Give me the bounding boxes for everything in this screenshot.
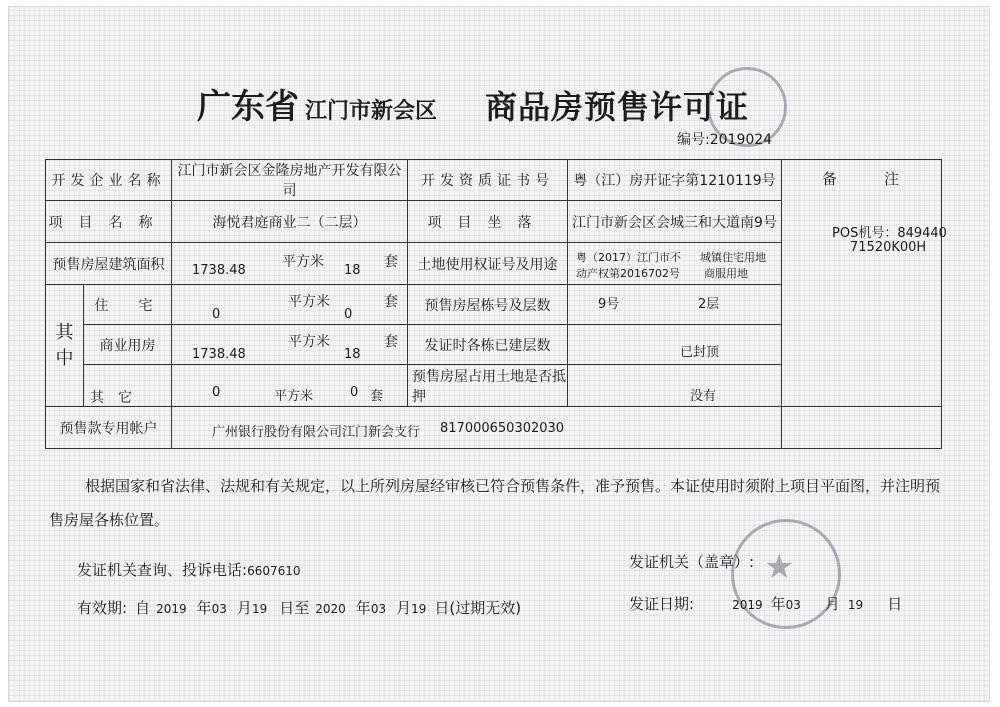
- title-city: 江门市新会区: [305, 98, 438, 124]
- permit-table: [45, 159, 947, 449]
- residential-label: 住 宅: [84, 285, 172, 325]
- account-number: 817000650302030: [440, 421, 565, 436]
- mortgage-value: 没有: [690, 389, 717, 404]
- presale-area-value: 1738.48: [192, 263, 246, 278]
- land-cert-value-1: 粤（2017）江门市不: [576, 251, 681, 264]
- account-label: 预售款专用帐户: [46, 407, 172, 449]
- validity-line: [77, 597, 521, 618]
- commercial-area-unit: 平方米: [288, 334, 330, 350]
- commercial-sets-unit: 套: [384, 334, 398, 350]
- project-value: 海悦君庭商业二（二层）: [172, 201, 408, 243]
- land-cert-value-2: 动产权第2016702号: [576, 267, 680, 280]
- title-province: 广东省: [197, 87, 299, 127]
- cert-value: 粤（江）房开证字第1210119号: [568, 160, 782, 201]
- validity-label: 有效期:: [77, 599, 128, 617]
- building-no: 9号: [598, 297, 620, 312]
- issue-day-char: 日: [887, 595, 903, 613]
- serial-label: 编号:: [677, 132, 710, 148]
- remarks-value-2: 71520K00H: [850, 240, 927, 255]
- issue-year-char: 年: [770, 595, 786, 613]
- from-day: 19: [251, 602, 268, 616]
- from-month-char: 月: [236, 599, 252, 617]
- mortgage-label: 预售房屋占用土地是否抵押: [408, 365, 568, 407]
- phone-label: 发证机关查询、投诉电话:: [77, 561, 248, 579]
- other-area: 0: [212, 385, 221, 400]
- commercial-cell: [172, 325, 408, 365]
- presale-sets-value: 18: [344, 263, 361, 278]
- mortgage-cell: [568, 365, 782, 407]
- developer-value: 江门市新会区金隆房地产开发有限公司: [172, 160, 408, 201]
- top-official-seal: [707, 67, 787, 147]
- project-label: 项目名称: [46, 201, 172, 243]
- to-day-char: 日: [434, 599, 450, 617]
- to-year-char: 年: [355, 599, 371, 617]
- other-area-unit: 平方米: [274, 389, 314, 404]
- residential-sets-unit: 套: [384, 294, 398, 310]
- building-cell: [568, 285, 782, 325]
- built-floors-cell: [568, 325, 782, 365]
- other-sets: 0: [350, 385, 359, 400]
- from-month: 03: [211, 602, 227, 616]
- commercial-area: 1738.48: [192, 347, 246, 362]
- remarks-cell: [782, 160, 947, 407]
- presale-sets-unit: 套: [384, 254, 398, 270]
- from-day-char: 日: [279, 599, 295, 617]
- phone-line: [77, 559, 301, 580]
- location-value: 江门市新会区会城三和大道南9号: [568, 201, 782, 243]
- residential-area: 0: [212, 307, 221, 322]
- presale-area-unit: 平方米: [282, 254, 324, 270]
- from-year: 2019: [156, 602, 187, 616]
- issuer-label: 发证机关（盖章）:: [629, 553, 755, 571]
- account-cell: [172, 407, 782, 449]
- land-use-value-1: 城镇住宅用地: [700, 251, 766, 264]
- row-account: [46, 407, 942, 449]
- to-month-char: 月: [396, 599, 412, 617]
- of-which-label: 其中: [46, 285, 84, 407]
- cert-label: 开发资质证书号: [408, 160, 568, 201]
- expiry-note: (过期无效): [449, 599, 522, 617]
- to-day: 19: [411, 602, 427, 616]
- to-year: 2020: [315, 602, 346, 616]
- land-cert-cell: [568, 243, 782, 285]
- built-floors-label: 发证时各栋已建层数: [408, 325, 568, 365]
- from-year-char: 年: [196, 599, 212, 617]
- land-use-value-2: 商服用地: [704, 267, 748, 280]
- other-label: 其 它: [90, 390, 132, 406]
- commercial-label: 商业用房: [84, 325, 172, 365]
- from-label: 自: [135, 599, 151, 617]
- certificate-page: [8, 6, 990, 702]
- to-month: 03: [370, 602, 387, 616]
- residential-sets: 0: [344, 307, 353, 322]
- remarks-label: 备 注: [822, 170, 916, 188]
- residential-cell: [172, 285, 408, 325]
- title-main: 商品房预售许可证: [485, 88, 750, 126]
- account-bank: 广州银行股份有限公司江门新会支行: [212, 425, 421, 440]
- land-cert-label: 土地使用权证号及用途: [408, 243, 568, 285]
- building-floors: 2层: [698, 297, 720, 312]
- other-sets-unit: 套: [370, 389, 384, 404]
- to-label: 至: [294, 599, 310, 617]
- issue-year: 2019: [732, 598, 763, 612]
- issue-date-label: 发证日期:: [629, 595, 695, 613]
- account-blank-cell: [782, 407, 942, 449]
- phone-value: 6607610: [247, 564, 301, 578]
- built-floors-value: 已封顶: [680, 345, 720, 360]
- remarks-value-1: POS机号：849440: [832, 226, 947, 241]
- other-cell: [172, 365, 408, 407]
- serial-value: 2019024: [709, 132, 773, 148]
- issue-day: 19: [847, 598, 864, 612]
- declaration-text: 根据国家和省法律、法规和有关规定，以上所列房屋经审核已符合预售条件，准予预售。本证使用时须附上项目平面图，并注明预售房屋各栋位置。: [49, 477, 941, 529]
- seal-star-icon: ★: [764, 547, 795, 587]
- row-developer: [46, 160, 942, 201]
- issue-month: 03: [785, 598, 801, 612]
- presale-area-cell: [172, 243, 408, 285]
- building-label: 预售房屋栋号及层数: [408, 285, 568, 325]
- commercial-sets: 18: [344, 347, 361, 362]
- issue-month-char: 月: [824, 595, 840, 613]
- presale-area-label: 预售房屋建筑面积: [46, 243, 172, 285]
- location-label: 项目坐落: [408, 201, 568, 243]
- developer-label: 开发企业名称: [46, 160, 172, 201]
- other-label-cell: [84, 365, 172, 407]
- residential-area-unit: 平方米: [288, 294, 330, 310]
